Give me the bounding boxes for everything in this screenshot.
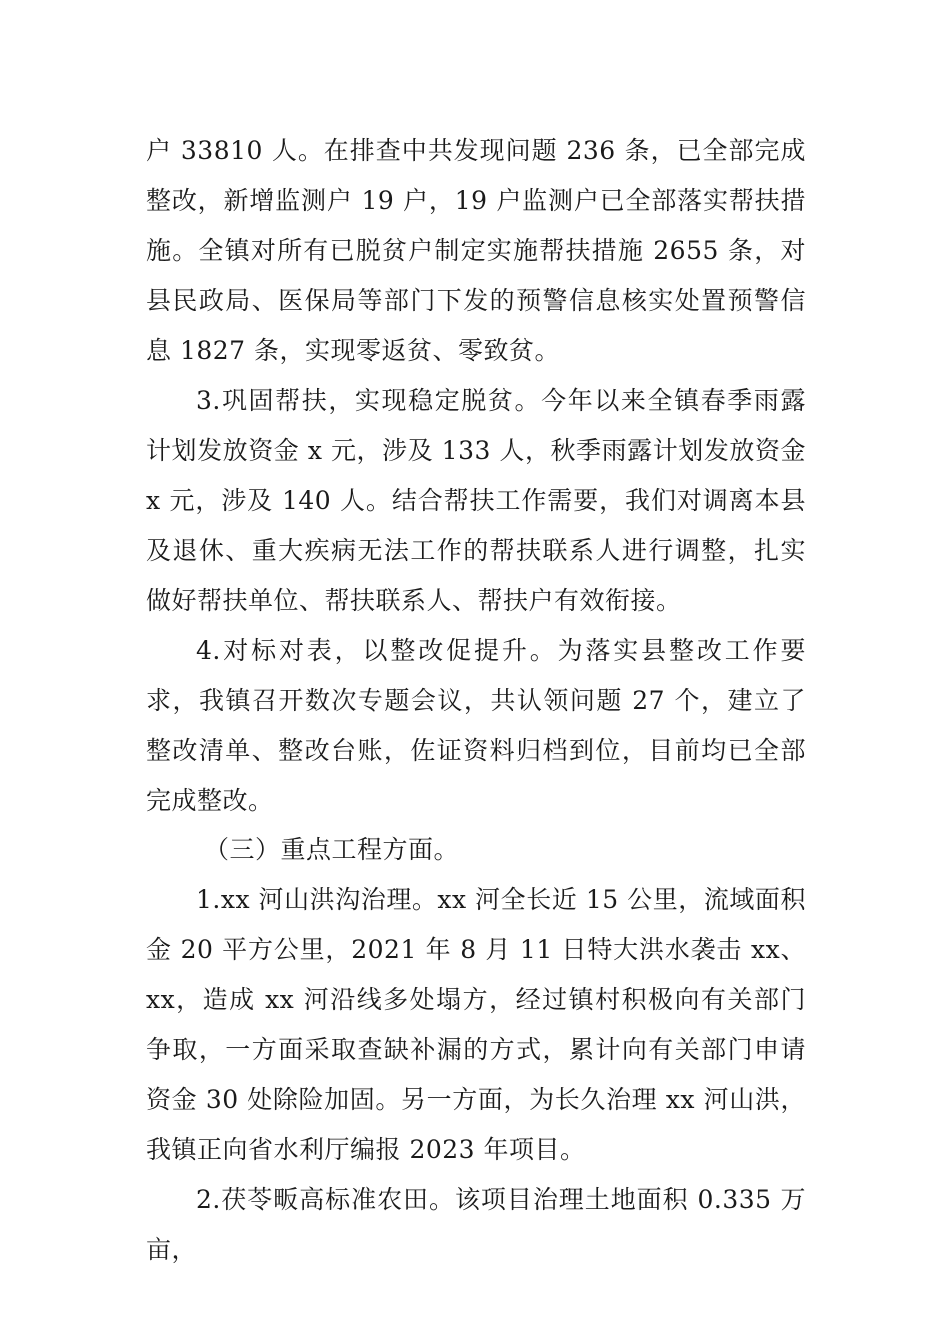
paragraph-farmland: 2.茯苓畈高标准农田。该项目治理土地面积 0.335 万亩， xyxy=(146,1185,806,1264)
section-heading-key-projects: （三）重点工程方面。 xyxy=(204,835,460,864)
paragraph-rectification: 4.对标对表，以整改促提升。为落实县整改工作要求，我镇召开数次专题会议，共认领问题 27 个，建立了整改清单、整改台账，佐证资料归档到位，目前均已全部完成整改。 xyxy=(146,636,806,815)
paragraph-poverty-monitoring: 户 33810 人。在排查中共发现问题 236 条，已全部完成整改，新增监测户 19 户，19 户监测户已全部落实帮扶措施。全镇对所有已脱贫户制定实施帮扶措施 2655 条，对县民政局、医保局等部门下发的预警信息核实处置预警信息 1827 条，实现零返贫、零致贫。 xyxy=(146,136,806,365)
paragraph-consolidate-assistance: 3.巩固帮扶，实现稳定脱贫。今年以来全镇春季雨露计划发放资金 x 元，涉及 133 人，秋季雨露计划发放资金 x 元，涉及 140 人。结合帮扶工作需要，我们对调离本县及退休、重大疾病无法工作的帮扶联系人进行调整，扎实做好帮扶单位、帮扶联系人、帮扶户有效衔接。 xyxy=(146,386,806,615)
paragraph-flood-control: 1.xx 河山洪沟治理。xx 河全长近 15 公里，流域面积金 20 平方公里，2021 年 8 月 11 日特大洪水袭击 xx、xx，造成 xx 河沿线多处塌方，经过镇村积极向有关部门争取，一方面采取查缺补漏的方式，累计向有关部门申请资金 30 处除险加固。另一方面，为长久治理 xx 河山洪，我镇正向省水利厅编报 2023 年项目。 xyxy=(146,885,806,1164)
